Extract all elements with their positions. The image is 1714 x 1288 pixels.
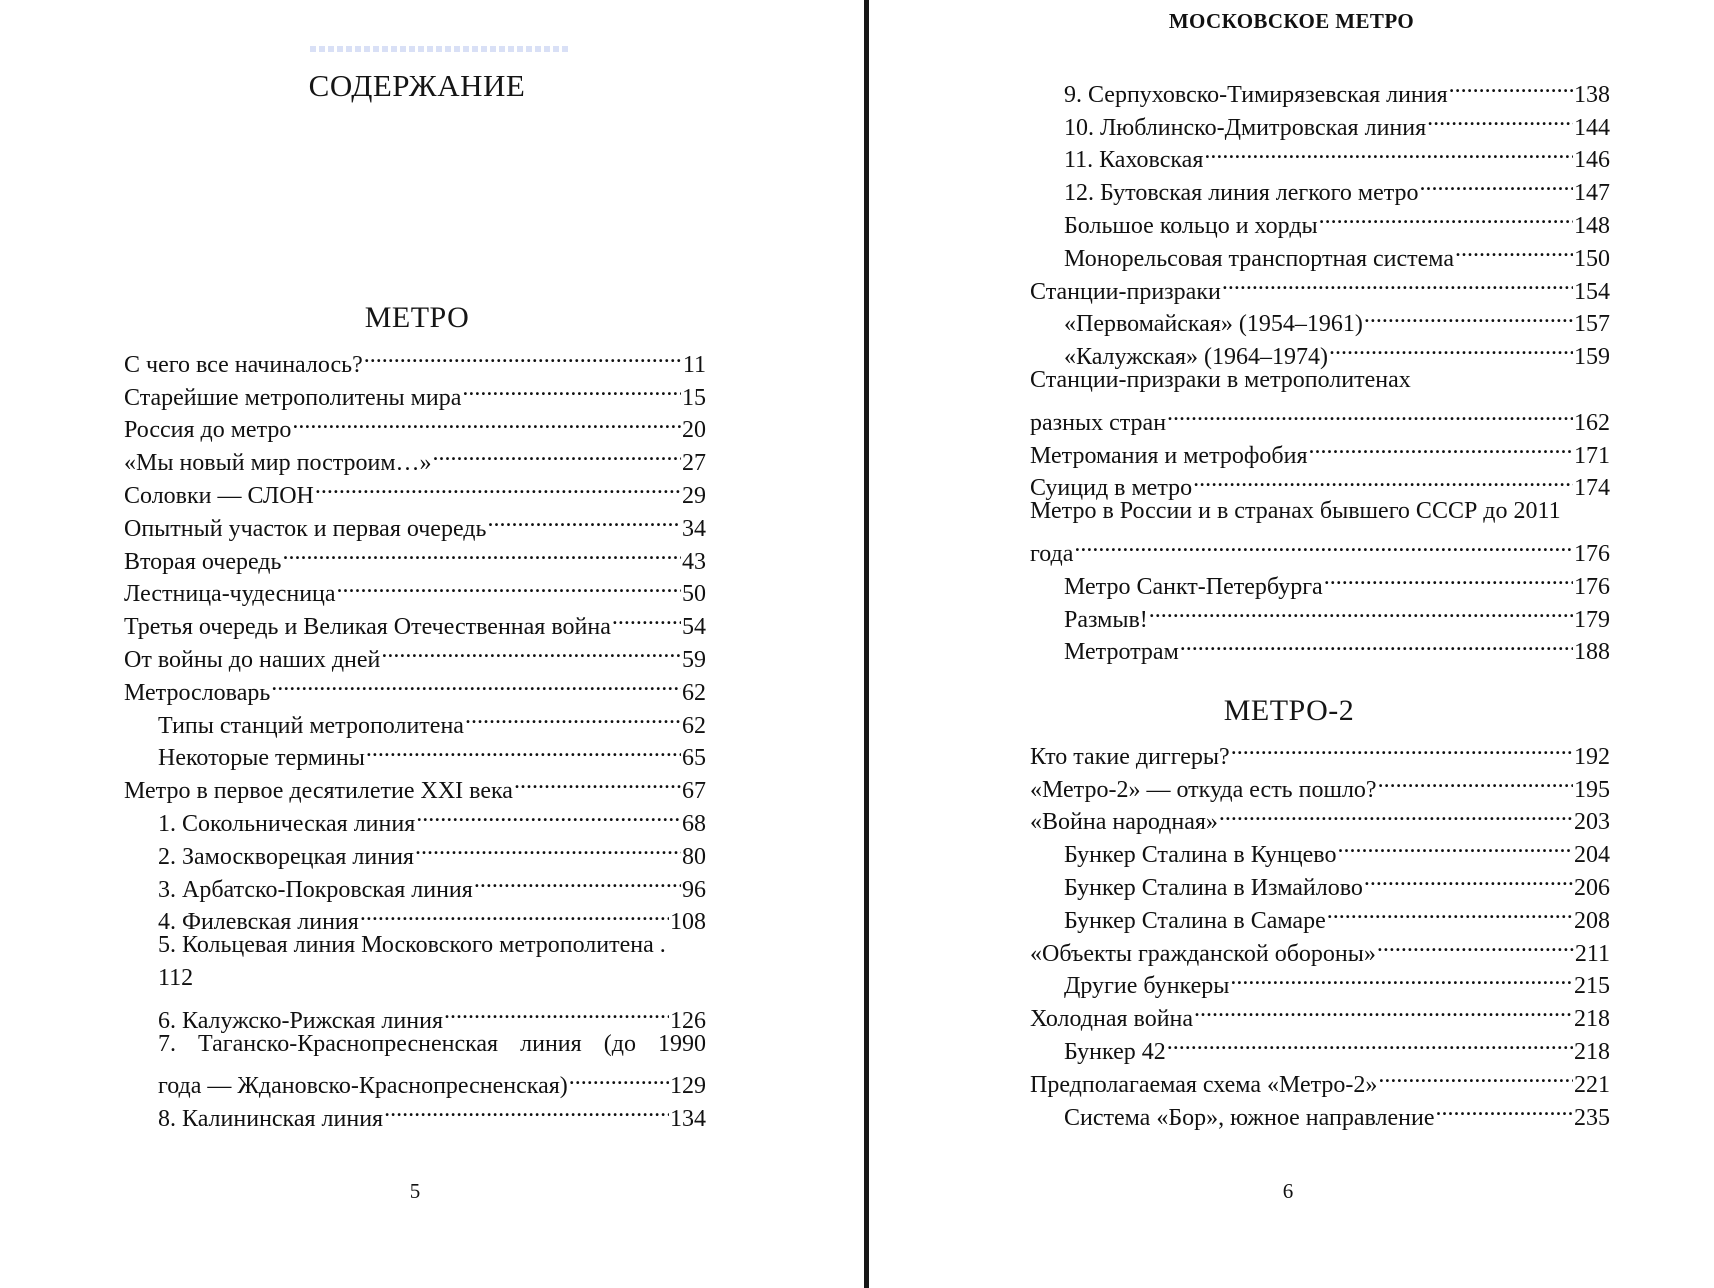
toc-subentry[interactable]: Бункер Сталина в Кунцево . . . 204 — [1030, 829, 1610, 862]
toc-subentry[interactable]: 9. Серпуховско-Тимирязевская линия . . . 138 — [1030, 69, 1610, 102]
toc-list-right-metro2 — [1030, 731, 1610, 1131]
toc-subentry[interactable]: Некоторые термины . . . 65 — [124, 733, 706, 766]
running-head: МОСКОВСКОЕ МЕТРО — [1168, 9, 1415, 33]
toc-entry[interactable]: От войны до наших дней . . . 59 — [124, 634, 706, 667]
toc-subentry[interactable]: Система «Бор», южное направление . . . 235 — [1030, 1092, 1610, 1125]
toc-entry[interactable]: Станции-призраки в метрополитенах — [1030, 367, 1411, 394]
toc-subentry[interactable]: Типы станций метрополитена . . . 62 — [124, 700, 706, 733]
toc-entry[interactable]: Старейшие метрополитены мира . . . 15 — [124, 372, 706, 405]
toc-subentry[interactable]: 2. Замоскворецкая линия . . . 80 — [124, 831, 706, 864]
toc-subentry[interactable]: 8. Калининская линия . . . 134 — [124, 1093, 706, 1126]
toc-subentry[interactable]: 1. Сокольническая линия . . . 68 — [124, 798, 706, 831]
toc-subentry[interactable]: 3. Арбатско-Покровская линия . . . 96 — [124, 864, 706, 897]
toc-entry[interactable]: Метрословарь . . . 62 — [124, 667, 706, 700]
toc-subentry[interactable]: «Первомайская» (1954–1961) . . . 157 — [1030, 299, 1610, 332]
contents-title: СОДЕРЖАНИЕ — [308, 68, 526, 103]
toc-entry[interactable]: «Война народная» . . . 203 — [1030, 797, 1610, 830]
toc-subentry[interactable]: 7. Таганско-Краснопресненская линия (до 1990 — [158, 1030, 706, 1057]
toc-subentry[interactable]: 4. Филевская линия . . . 108 — [124, 897, 706, 930]
toc-entry[interactable]: Метро в России и в странах бывшего СССР до 2011 — [1030, 498, 1561, 525]
toc-subentry[interactable]: Бункер 42 . . . 218 — [1030, 1026, 1610, 1059]
toc-subentry[interactable]: 6. Калужско-Рижская линия . . . 126 — [124, 995, 706, 1028]
toc-entry[interactable]: Опытный участок и первая очередь . . . 34 — [124, 503, 706, 536]
toc-entry[interactable]: Вторая очередь . . . 43 — [124, 536, 706, 569]
toc-subentry[interactable]: Метро Санкт-Петербурга . . . 176 — [1030, 561, 1610, 594]
toc-entry[interactable]: Предполагаемая схема «Метро-2» . . . 221 — [1030, 1059, 1610, 1092]
toc-entry[interactable]: «Мы новый мир построим…» . . . 27 — [124, 437, 706, 470]
toc-entry[interactable]: Лестница-чудесница . . . 50 — [124, 569, 706, 602]
toc-entry[interactable]: Суицид в метро . . . 174 — [1030, 463, 1610, 496]
toc-entry[interactable]: Соловки — СЛОН . . . 29 — [124, 470, 706, 503]
toc-entry[interactable]: Метро в первое десятилетие XXI века . . . 67 — [124, 765, 706, 798]
toc-entry[interactable]: С чего все начиналось? . . . 11 — [124, 339, 706, 372]
right-page — [869, 0, 1714, 1288]
toc-entry[interactable]: Кто такие диггеры? . . . 192 — [1030, 731, 1610, 764]
toc-subentry-continued: 112 — [158, 965, 194, 992]
toc-subentry[interactable]: Бункер Сталина в Измайлово . . . 206 — [1030, 862, 1610, 895]
toc-subentry[interactable]: 12. Бутовская линия легкого метро . . . 147 — [1030, 167, 1610, 200]
toc-entry-continued: года . . . 176 — [1030, 528, 1610, 561]
toc-entry[interactable]: Третья очередь и Великая Отечественная война . . . 54 — [124, 601, 706, 634]
toc-entry[interactable]: Станции-призраки . . . 154 — [1030, 266, 1610, 299]
toc-entry[interactable]: Россия до метро . . . 20 — [124, 405, 706, 438]
toc-subentry[interactable]: Монорельсовая транспортная система . . . 150 — [1030, 233, 1610, 266]
toc-subentry-continued: года — Ждановско-Краснопресненская) . . . 129 — [124, 1061, 706, 1094]
toc-entry[interactable]: Метромания и метрофобия . . . 171 — [1030, 430, 1610, 463]
toc-subentry[interactable]: Метротрам . . . 188 — [1030, 627, 1610, 660]
toc-subentry[interactable]: Другие бункеры . . . 215 — [1030, 961, 1610, 994]
ghost-print-bleed — [310, 46, 570, 52]
toc-subentry[interactable]: Большое кольцо и хорды . . . 148 — [1030, 200, 1610, 233]
toc-entry[interactable]: «Метро-2» — откуда есть пошло? . . . 195 — [1030, 764, 1610, 797]
toc-entry[interactable]: «Объекты гражданской обороны» . . . 211 — [1030, 928, 1610, 961]
toc-subentry[interactable]: Размыв! . . . 179 — [1030, 594, 1610, 627]
toc-entry[interactable]: Холодная война . . . 218 — [1030, 993, 1610, 1026]
toc-subentry[interactable]: 11. Каховская . . . 146 — [1030, 135, 1610, 168]
page-number-left: 5 — [409, 1179, 421, 1203]
toc-list-right — [1030, 69, 1610, 666]
section-heading-metro: МЕТРО — [364, 301, 470, 334]
toc-subentry[interactable]: Бункер Сталина в Самаре . . . 208 — [1030, 895, 1610, 928]
toc-subentry[interactable]: 10. Люблинско-Дмитровская линия . . . 144 — [1030, 102, 1610, 135]
page-number-right: 6 — [1282, 1179, 1294, 1203]
section-heading-metro-2: МЕТРО-2 — [1223, 694, 1355, 727]
toc-subentry[interactable]: 5. Кольцевая линия Московского метрополитена . — [158, 932, 666, 959]
toc-subentry[interactable]: «Калужская» (1964–1974) . . . 159 — [1030, 331, 1610, 364]
toc-entry-continued: разных стран . . . 162 — [1030, 397, 1610, 430]
toc-list-left — [124, 339, 706, 1133]
